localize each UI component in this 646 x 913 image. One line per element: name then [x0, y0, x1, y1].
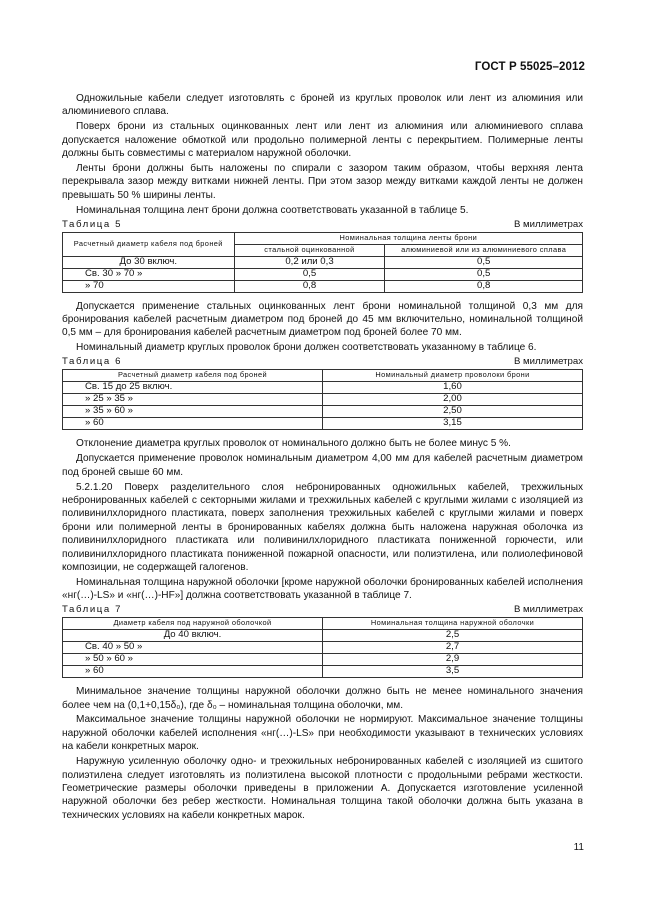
table7-header-thickness: Номинальная толщина наружной оболочки [323, 618, 583, 630]
table-row [63, 654, 583, 666]
table7 [62, 617, 583, 678]
table-row [63, 394, 583, 406]
paragraph: Максимальное значение толщины наружной оболочки не нормируют. Максимальное значение толщины наружной оболочки кабелей исполнения «нг(…)-LS» при необходимости указывают в технических условиях на кабели конкретных марок. [62, 714, 583, 753]
paragraph: Ленты брони должны быть наложены по спирали с зазором таким образом, чтобы верхняя лента перекрывала зазор между витками нижней ленты. При этом зазор между витками каждой ленты не должен превышать 50 % ширины ленты. [62, 163, 583, 201]
paragraph: Номинальная толщина наружной оболочки [кроме наружной оболочки бронированных кабелей исполнения «нг(…)-LS» и «нг(…)-HF»] должна соответствовать указанной в таблице 7. [62, 576, 583, 602]
table6-header-wire: Номинальный диаметр проволоки брони [323, 370, 583, 382]
paragraph: Поверх брони из стальных оцинкованных лент или лент из алюминия или алюминиевого сплава допускается наложение обмоткой или продольно полимерной ленты с перекрытием. Полимерные ленты должны быть совместимы с материалом наружной оболочки. [62, 121, 583, 160]
paragraph: Допускается применение проволок номинальным диаметром 4,00 мм для кабелей расчетным диаметром под броней свыше 60 мм. [62, 453, 583, 478]
table6-units: В миллиметрах [513, 356, 583, 368]
table7-cell: Св. 40 » 50 » [63, 642, 323, 654]
table5-cell: 0,8 [385, 280, 583, 292]
table-row [63, 406, 583, 418]
table5 [62, 232, 583, 293]
table7-caption: Таблица 7 [62, 604, 123, 616]
table5-cell: До 30 включ. [63, 256, 235, 268]
table5-cell: 0,5 [234, 268, 385, 280]
table5-header-steel: стальной оцинкованной [234, 244, 385, 256]
table-row [63, 256, 583, 268]
table-row [63, 280, 583, 292]
paragraph: Наружную усиленную оболочку одно- и трехжильных небронированных кабелей с изоляцией из сшитого полиэтилена следует изготовлять из полиэтилена высокой плотности с продольными ребрами жесткости. Геометрические размеры оболочки приведены в приложении А. Допускается изготовление усиленной наружной оболочки без ребер жесткости. Номинальная толщина такой оболочки должна быть указана в технических условиях на кабели конкретных марок. [62, 756, 583, 821]
standard-header: ГОСТ Р 55025–2012 [474, 61, 585, 73]
table-row [63, 382, 583, 394]
table7-cell: 2,7 [323, 642, 583, 654]
table7-units: В миллиметрах [513, 604, 583, 616]
table6-cell: 2,00 [323, 394, 583, 406]
paragraph: Минимальное значение толщины наружной оболочки должно быть не менее номинального значения более чем на (0,1+0,15δ₀), где δ₀ – номинальная толщина оболочки, мм. [62, 686, 583, 711]
table6-cell: » 25 » 35 » [63, 394, 323, 406]
table5-cell: 0,5 [385, 268, 583, 280]
table7-cell: 2,5 [323, 630, 583, 642]
table7-cell: 3,5 [323, 666, 583, 678]
table6 [62, 369, 583, 430]
table6-cell: 3,15 [323, 418, 583, 430]
table7-header-diameter: Диаметр кабеля под наружной оболочкой [63, 618, 323, 630]
table7-caption-row [62, 604, 583, 616]
table7-cell: » 50 » 60 » [63, 654, 323, 666]
table6-caption: Таблица 6 [62, 356, 123, 368]
table-row [63, 418, 583, 430]
table6-cell: 2,50 [323, 406, 583, 418]
table5-cell: 0,2 или 0,3 [234, 256, 385, 268]
page-number: 11 [573, 842, 584, 853]
table6-cell: » 60 [63, 418, 323, 430]
paragraph: Одножильные кабели следует изготовлять с броней из круглых проволок или лент из алюминия или алюминиевого сплава. [62, 93, 583, 118]
table5-cell: Св. 30 » 70 » [63, 268, 235, 280]
table5-header-thickness: Номинальная толщина ленты брони [234, 232, 582, 244]
document-body [62, 92, 583, 824]
table7-cell: 2,9 [323, 654, 583, 666]
table6-cell: Св. 15 до 25 включ. [63, 382, 323, 394]
paragraph: Допускается применение стальных оцинкованных лент брони номинальной толщиной 0,3 мм для бронирования кабелей расчетным диаметром под броней до 45 мм включительно, номинальной толщиной 0,5 мм – для бронирования кабелей расчетным диаметром под броней более 70 мм. [62, 300, 583, 339]
table5-cell: 0,5 [385, 256, 583, 268]
table-row [63, 268, 583, 280]
table-row [63, 666, 583, 678]
paragraph: 5.2.1.20 Поверх разделительного слоя небронированных одножильных кабелей, трехжильных небронированных кабелей с секторными жилами и трехжильных кабелей с круглыми жилами с изоляцией из поливинилхлоридного пластиката, поверх заполнения трехжильных кабелей с круглыми жилами и поверх брони или полимерной ленты в бронированных кабелях должна быть наложена наружная оболочка из поливинилхлоридного пластиката или поливинилхлоридного пластиката пониженной горючести, или поливинилхлоридного пластиката пониженной пожарной опасности, или полиэтилена, или полиолефиновой композиции, не содержащей галогенов. [62, 481, 583, 573]
table5-caption-row [62, 219, 583, 231]
table6-cell: » 35 » 60 » [63, 406, 323, 418]
paragraph: Номинальная толщина лент брони должна соответствовать указанной в таблице 5. [76, 204, 469, 216]
table5-cell: » 70 [63, 280, 235, 292]
table-row [63, 630, 583, 642]
table6-header-diameter: Расчетный диаметр кабеля под броней [63, 370, 323, 382]
paragraph: Отклонение диаметра круглых проволок от номинального должно быть не более минус 5 %. [76, 438, 511, 450]
table5-caption: Таблица 5 [62, 218, 123, 230]
table-row [63, 642, 583, 654]
table5-units: В миллиметрах [513, 218, 583, 230]
table5-header-aluminium: алюминиевой или из алюминиевого сплава [385, 244, 583, 256]
table5-cell: 0,8 [234, 280, 385, 292]
table6-cell: 1,60 [323, 382, 583, 394]
table5-header-diameter: Расчетный диаметр кабеля под броней [63, 232, 235, 256]
table7-cell: До 40 включ. [63, 630, 323, 642]
paragraph: Номинальный диаметр круглых проволок брони должен соответствовать указанному в таблице 6. [76, 342, 537, 354]
table6-caption-row [62, 356, 583, 368]
table7-cell: » 60 [63, 666, 323, 678]
